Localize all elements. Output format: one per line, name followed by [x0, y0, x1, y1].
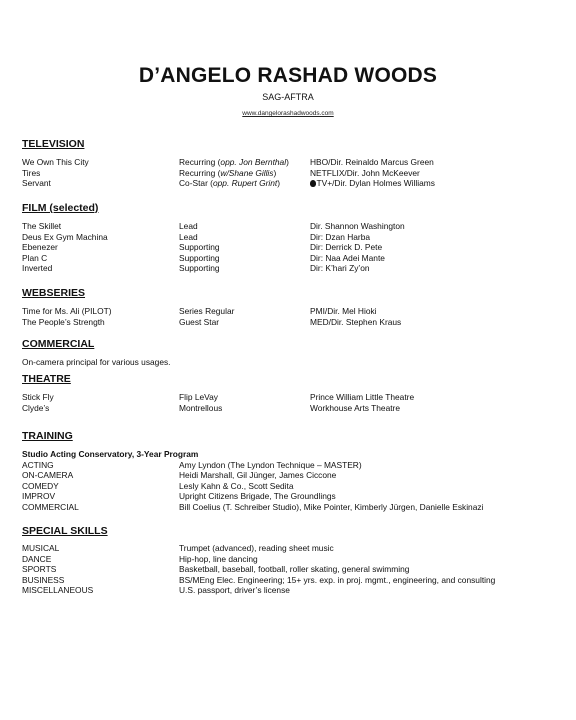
- table-row: [22, 481, 562, 492]
- webseries-heading: WEBSERIES: [22, 287, 86, 299]
- skill-label: BUSINESS: [22, 574, 65, 585]
- commercial-text: On-camera principal for various usages.: [22, 357, 171, 367]
- apple-icon: [310, 180, 316, 187]
- credit: Dir. Shannon Washington: [310, 221, 405, 231]
- special-skills-list: [22, 543, 562, 596]
- role: Lead: [179, 221, 198, 231]
- table-row: [22, 178, 562, 189]
- table-row: [22, 554, 562, 565]
- table-row: [22, 221, 562, 232]
- skill-label: MISCELLANEOUS: [22, 585, 94, 596]
- table-row: [22, 403, 562, 414]
- role: Lead: [179, 231, 198, 242]
- table-row: [22, 491, 562, 502]
- credit: NETFLIX/Dir. John McKeever: [310, 167, 420, 178]
- commercial-heading: COMMERCIAL: [22, 338, 95, 350]
- film-title: Plan C: [22, 252, 48, 263]
- credit: Dir: Naa Adei Mante: [310, 252, 385, 263]
- skill-label: MUSICAL: [22, 543, 60, 553]
- film-heading: FILM (selected): [22, 202, 99, 214]
- table-row: [22, 564, 562, 575]
- credit: Dir: Derrick D. Pete: [310, 242, 383, 253]
- website-link[interactable]: www.dangelorashadwoods.com: [242, 110, 334, 117]
- training-label: COMEDY: [22, 480, 59, 491]
- skill-detail: Basketball, baseball, football, roller skating, general swimming: [179, 564, 410, 575]
- table-row: [22, 392, 562, 403]
- film-title: Inverted: [22, 263, 53, 274]
- training-label: IMPROV: [22, 491, 56, 502]
- webseries-title: Time for Ms. Ali (PILOT): [22, 306, 112, 316]
- skill-detail: Hip-hop, line dancing: [179, 553, 258, 564]
- credit: HBO/Dir. Reinaldo Marcus Green: [310, 157, 434, 167]
- training-program: Studio Acting Conservatory, 3-Year Program: [22, 449, 199, 459]
- role: Guest Star: [179, 316, 220, 327]
- training-label: COMMERCIAL: [22, 501, 79, 512]
- table-row: [22, 232, 562, 243]
- training-label: ACTING: [22, 459, 54, 470]
- play-title: Clyde’s: [22, 402, 50, 413]
- table-row: [22, 585, 562, 596]
- film-title: Deus Ex Gym Machina: [22, 231, 108, 242]
- show-title: We Own This City: [22, 157, 89, 167]
- training-detail: Amy Lyndon (The Lyndon Technique – MASTER): [179, 459, 362, 470]
- list-item: [22, 357, 562, 368]
- union-affiliation: SAG-AFTRA: [262, 92, 314, 102]
- role: Supporting: [179, 263, 220, 274]
- table-row: [22, 242, 562, 253]
- role: Recurring (opp. Jon Bernthal): [179, 157, 289, 167]
- special-skills-heading: SPECIAL SKILLS: [22, 525, 108, 537]
- credit: MED/Dir. Stephen Kraus: [310, 316, 402, 327]
- table-row: [22, 253, 562, 264]
- credit: PMI/Dir. Mel Hioki: [310, 306, 377, 316]
- role: Recurring (w/Shane Gillis): [179, 167, 277, 178]
- table-row: [22, 306, 562, 317]
- play-title: Stick Fly: [22, 392, 54, 402]
- training-detail: Heidi Marshall, Gil Jünger, James Ciccone: [179, 470, 337, 481]
- skill-label: DANCE: [22, 553, 52, 564]
- credit: Dir: K’hari Zy’on: [310, 263, 370, 274]
- table-row: [22, 502, 562, 513]
- credit: TV+/Dir. Dylan Holmes Williams: [310, 178, 435, 189]
- film-list: [22, 221, 562, 274]
- credit: Prince William Little Theatre: [310, 392, 415, 402]
- theatre-list: [22, 392, 562, 413]
- role: Supporting: [179, 252, 220, 263]
- skill-label: SPORTS: [22, 564, 57, 575]
- training-label: ON-CAMERA: [22, 470, 74, 481]
- credit: Workhouse Arts Theatre: [310, 402, 400, 413]
- table-row: [22, 168, 562, 179]
- film-title: Ebenezer: [22, 242, 58, 253]
- training-detail: Bill Coelius (T. Schreiber Studio), Mike Pointer, Kimberly Jürgen, Danielle Eskinazi: [179, 501, 484, 512]
- film-title: The Skillet: [22, 221, 62, 231]
- show-title: Servant: [22, 178, 51, 189]
- role: Montrellous: [179, 402, 223, 413]
- table-row: [22, 157, 562, 168]
- webseries-list: [22, 306, 562, 327]
- theatre-heading: THEATRE: [22, 373, 71, 385]
- webseries-title: The People’s Strength: [22, 316, 105, 327]
- table-row: [22, 543, 562, 554]
- table-row: [22, 470, 562, 481]
- skill-detail: U.S. passport, driver’s license: [179, 585, 290, 596]
- television-list: [22, 157, 562, 189]
- table-row: [22, 317, 562, 328]
- role: Supporting: [179, 242, 220, 253]
- role: Flip LeVay: [179, 392, 218, 402]
- credit: Dir: Dzan Harba: [310, 231, 371, 242]
- table-row: [22, 575, 562, 586]
- training-detail: Lesly Kahn & Co., Scott Sedita: [179, 480, 294, 491]
- skill-detail: BS/MEng Elec. Engineering; 15+ yrs. exp. in proj. mgmt., engineering, and consulting: [179, 574, 496, 585]
- table-row: [22, 263, 562, 274]
- role: Co-Star (opp. Rupert Grint): [179, 178, 281, 189]
- training-detail: Upright Citizens Brigade, The Groundlings: [179, 491, 336, 502]
- commercial-list: [22, 357, 562, 368]
- actor-name: D’ANGELO RASHAD WOODS: [138, 64, 438, 87]
- television-heading: TELEVISION: [22, 138, 85, 150]
- table-row: [22, 460, 562, 471]
- training-heading: TRAINING: [22, 430, 73, 442]
- show-title: Tires: [22, 167, 41, 178]
- role: Series Regular: [179, 306, 235, 316]
- skill-detail: Trumpet (advanced), reading sheet music: [179, 543, 334, 553]
- training-list: [22, 449, 562, 513]
